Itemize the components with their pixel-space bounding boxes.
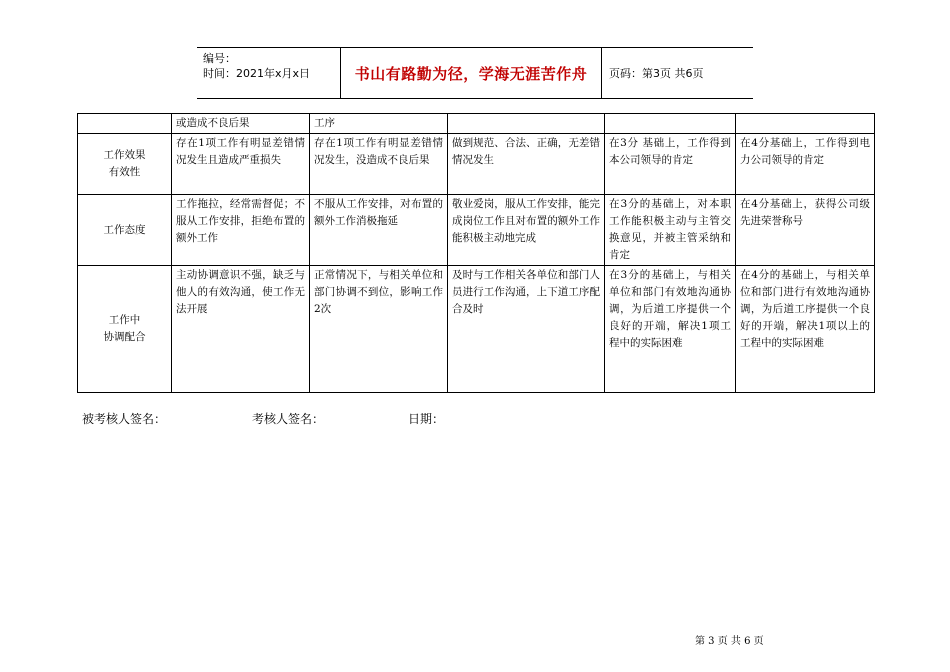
row-category: 工作效果 有效性 <box>78 134 172 195</box>
table-cell: 工作拖拉，经常需督促；不服从工作安排，拒绝布置的额外工作 <box>172 195 310 266</box>
table-cell: 敬业爱岗，服从工作安排，能完成岗位工作且对布置的额外工作能积极主动地完成 <box>448 195 605 266</box>
table-cell: 在3分的基础上，与相关单位和部门有效地沟通协调，为后道工序提供一个良好的开端，解决1项工程中的实际困难 <box>605 266 736 393</box>
table-cell <box>448 114 605 134</box>
header-page-info: 页码：第3页 共6页 <box>609 67 704 80</box>
appraisee-signature-label: 被考核人签名： <box>82 412 167 426</box>
evaluation-table <box>77 113 875 393</box>
table-cell: 在3分的基础上，对本职工作能积极主动与主管交换意见，并被主管采纳和肯定 <box>605 195 736 266</box>
table-cell <box>605 114 736 134</box>
table-cell: 正常情况下，与相关单位和部门协调不到位，影响工作2次 <box>310 266 448 393</box>
header-motto: 书山有路勤为径，学海无涯苦作舟 <box>354 64 588 83</box>
table-cell <box>736 114 875 134</box>
table-row <box>78 114 875 134</box>
header-number-label: 编号： <box>203 52 236 65</box>
table-row <box>78 266 875 393</box>
table-cell: 工序 <box>310 114 448 134</box>
row-category: 工作态度 <box>78 195 172 266</box>
table-cell: 或造成不良后果 <box>172 114 310 134</box>
header-time-label: 时间：2021年x月x日 <box>203 67 311 80</box>
table-cell: 在4分基础上，获得公司级先进荣誉称号 <box>736 195 875 266</box>
appraiser-signature-label: 考核人签名： <box>252 412 325 426</box>
table-cell: 不服从工作安排，对布置的额外工作消极拖延 <box>310 195 448 266</box>
row-category: 工作中 协调配合 <box>78 266 172 393</box>
table-cell: 及时与工作相关各单位和部门人员进行工作沟通，上下道工序配合及时 <box>448 266 605 393</box>
table-row <box>78 195 875 266</box>
signature-line <box>82 410 682 430</box>
table-cell: 在4分基础上，工作得到电力公司领导的肯定 <box>736 134 875 195</box>
row-category <box>78 114 172 134</box>
table-cell: 在4分的基础上，与相关单位和部门进行有效地沟通协调，为后道工序提供一个良好的开端，解决1项以上的工程中的实际困难 <box>736 266 875 393</box>
table-cell: 在3分 基础上，工作得到本公司领导的肯定 <box>605 134 736 195</box>
page-footer: 第 3 页 共 6 页 <box>695 636 764 647</box>
page-header <box>197 47 753 99</box>
table-cell: 主动协调意识不强，缺乏与他人的有效沟通，使工作无法开展 <box>172 266 310 393</box>
table-row <box>78 134 875 195</box>
date-label: 日期： <box>408 412 445 426</box>
header-meta <box>203 51 338 81</box>
table-cell: 存在1项工作有明显差错情况发生且造成严重损失 <box>172 134 310 195</box>
table-cell: 存在1项工作有明显差错情况发生，没造成不良后果 <box>310 134 448 195</box>
table-cell: 做到规范、合法、正确，无差错情况发生 <box>448 134 605 195</box>
header-divider <box>601 48 602 98</box>
